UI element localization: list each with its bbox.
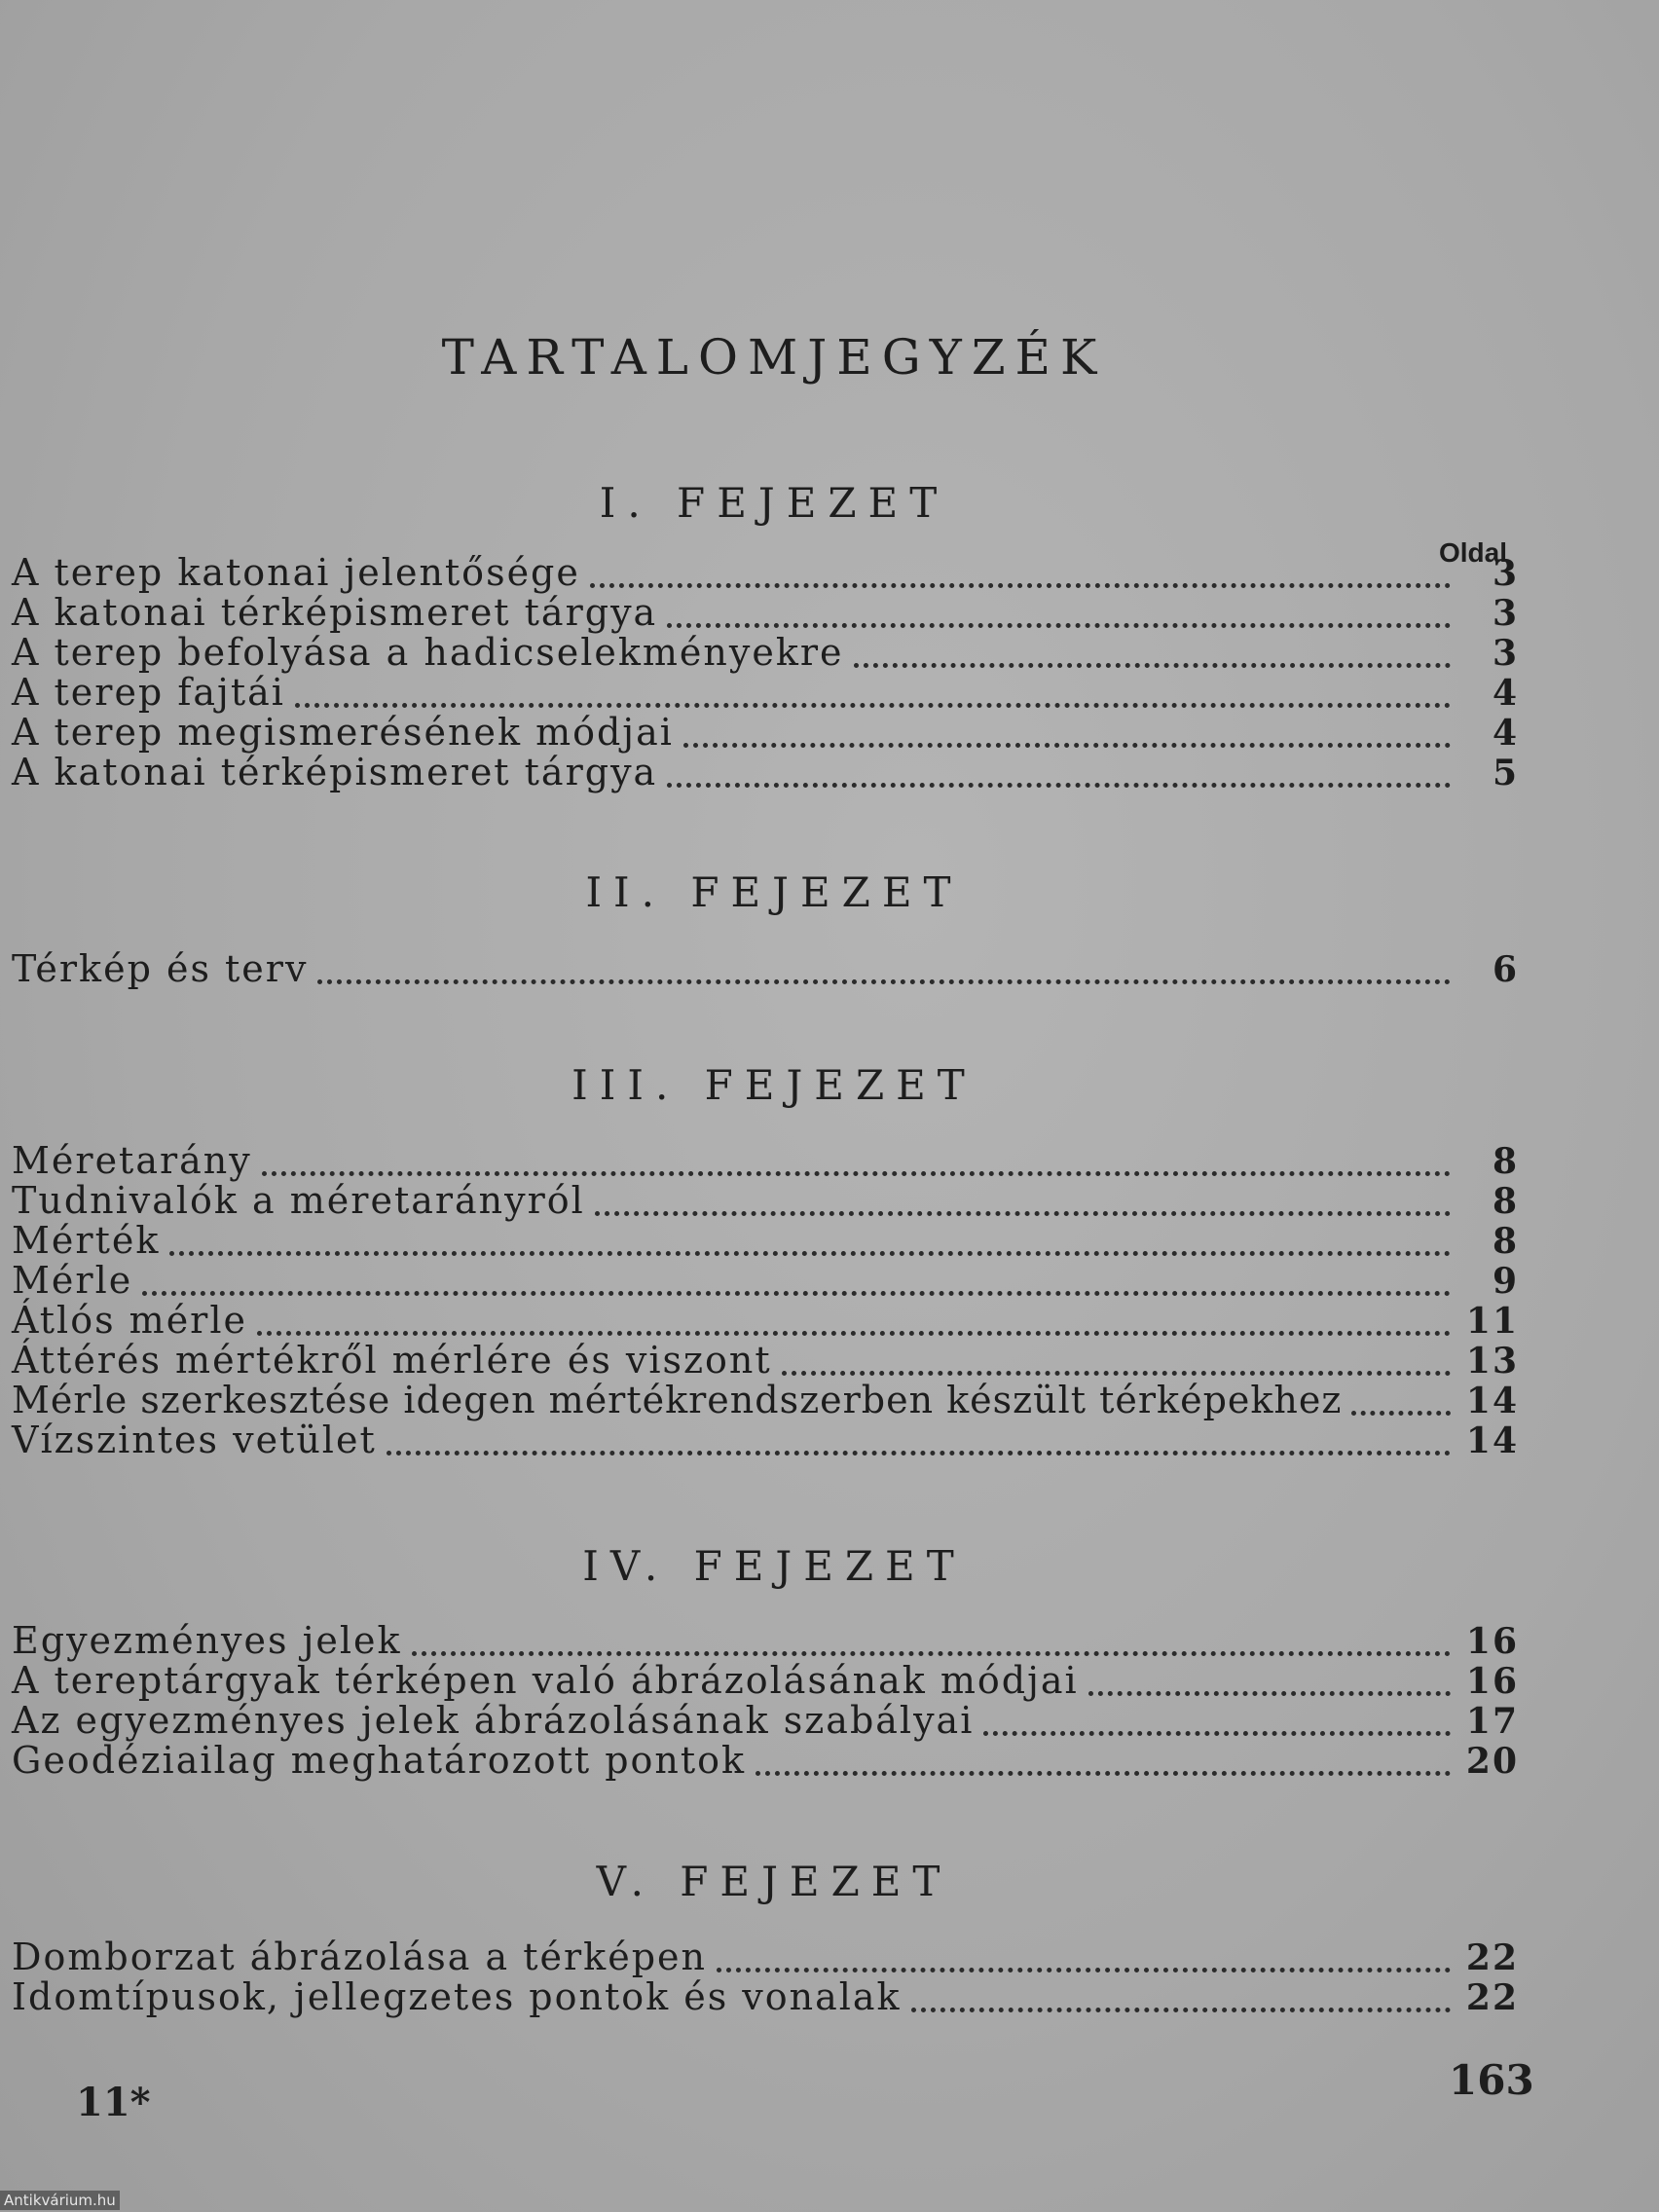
toc-entry — [12, 1977, 1519, 2018]
toc-entry — [12, 593, 1519, 634]
dot-leader — [756, 1747, 1451, 1776]
page-number: 163 — [1449, 2056, 1534, 2104]
toc-entry-page: 9 — [1492, 1261, 1519, 1302]
chapter-heading-3: III. FEJEZET — [571, 1061, 977, 1109]
chapter-heading-2: II. FEJEZET — [585, 868, 963, 916]
toc-entry — [12, 1420, 1519, 1461]
toc-entry-title: Áttérés mértékről mérlére és viszont — [12, 1339, 772, 1382]
toc-entry-page: 4 — [1492, 673, 1519, 714]
dot-leader — [317, 955, 1451, 984]
toc-entry-title: Mérle szerkesztése idegen mértékrendszerben készült térképekhez — [12, 1379, 1343, 1421]
toc-entry-title: Geodéziailag meghatározott pontok — [12, 1739, 747, 1782]
toc-entry-page: 8 — [1492, 1141, 1519, 1182]
toc-entry — [12, 1341, 1519, 1382]
dot-leader — [295, 679, 1451, 708]
page-title: TARTALOMJEGYZÉK — [441, 329, 1107, 386]
chapter-heading-4: IV. FEJEZET — [582, 1542, 966, 1590]
toc-entry — [12, 1221, 1519, 1262]
dot-leader — [1351, 1386, 1451, 1416]
toc-entry-title: A terep fajtái — [12, 671, 285, 714]
toc-entry — [12, 949, 1519, 990]
toc-entry-page: 16 — [1465, 1621, 1519, 1662]
toc-entry-page: 3 — [1492, 593, 1519, 634]
toc-entry-title: Térkép és terv — [12, 947, 309, 990]
toc-entry-page: 13 — [1465, 1341, 1519, 1382]
toc-entry-page: 3 — [1492, 633, 1519, 674]
dot-leader — [983, 1707, 1451, 1736]
toc-entry-title: Mérle — [12, 1259, 133, 1302]
dot-leader — [854, 639, 1451, 668]
dot-leader — [257, 1307, 1451, 1336]
toc-entry — [12, 633, 1519, 674]
toc-entry-page: 4 — [1492, 713, 1519, 754]
toc-entry — [12, 1141, 1519, 1182]
toc-entry — [12, 1181, 1519, 1222]
toc-entry-title: Vízszintes vetület — [12, 1419, 377, 1461]
toc-entry — [12, 753, 1519, 793]
chapter-heading-5: V. FEJEZET — [596, 1858, 952, 1905]
dot-leader — [590, 559, 1451, 588]
toc-entry-page: 5 — [1492, 753, 1519, 793]
dot-leader — [1088, 1667, 1451, 1696]
toc-entry-title: A terep befolyása a hadicselekményekre — [12, 631, 844, 674]
toc-entry-title: Egyezményes jelek — [12, 1619, 402, 1662]
toc-entry-title: A terep megismerésének módjai — [12, 711, 674, 754]
toc-entry-title: A katonai térképismeret tárgya — [12, 591, 658, 634]
page-column-label: Oldal — [1439, 537, 1508, 568]
dot-leader — [412, 1627, 1451, 1656]
toc-entry — [12, 553, 1519, 594]
signature-mark: 11* — [76, 2080, 151, 2125]
toc-entry-page: 3 — [1492, 553, 1519, 594]
toc-entry-page: 20 — [1465, 1741, 1519, 1782]
toc-entry — [12, 1261, 1519, 1302]
toc-entry-page: 17 — [1465, 1701, 1519, 1742]
chapter-heading-1: I. FEJEZET — [599, 479, 949, 527]
dot-leader — [387, 1426, 1451, 1456]
toc-entry-title: Tudnivalók a méretarányról — [12, 1179, 585, 1222]
dot-leader — [142, 1267, 1451, 1296]
toc-entry-page: 14 — [1465, 1420, 1519, 1461]
toc-entry — [12, 713, 1519, 754]
toc-entry-page: 14 — [1465, 1381, 1519, 1421]
toc-entry — [12, 1661, 1519, 1702]
toc-entry-page: 22 — [1465, 1937, 1519, 1978]
dot-leader — [683, 719, 1451, 748]
toc-entry-page: 6 — [1492, 949, 1519, 990]
dot-leader — [911, 1983, 1451, 2012]
dot-leader — [667, 599, 1451, 628]
toc-entry-title: Idomtípusok, jellegzetes pontok és vonalak — [12, 1975, 902, 2018]
toc-entry-title: Az egyezményes jelek ábrázolásának szabályai — [12, 1699, 975, 1742]
toc-entry — [12, 1621, 1519, 1662]
toc-entry — [12, 1301, 1519, 1342]
toc-entry-title: A tereptárgyak térképen való ábrázolásának módjai — [12, 1659, 1079, 1702]
toc-entry — [12, 673, 1519, 714]
dot-leader — [169, 1227, 1451, 1256]
toc-entry-title: Átlós mérle — [12, 1299, 247, 1342]
toc-entry — [12, 1381, 1519, 1421]
dot-leader — [782, 1346, 1451, 1376]
toc-entry — [12, 1741, 1519, 1782]
toc-entry-title: A terep katonai jelentősége — [12, 551, 580, 594]
toc-entry-title: Mérték — [12, 1219, 161, 1262]
toc-entry-title: A katonai térképismeret tárgya — [12, 751, 658, 793]
toc-entry-page: 8 — [1492, 1181, 1519, 1222]
dot-leader — [717, 1943, 1451, 1972]
toc-entry-page: 16 — [1465, 1661, 1519, 1702]
toc-entry-title: Méretarány — [12, 1139, 252, 1182]
watermark: Antikvárium.hu — [0, 2191, 120, 2210]
dot-leader — [262, 1147, 1451, 1176]
toc-entry-page: 11 — [1465, 1301, 1519, 1342]
toc-entry — [12, 1701, 1519, 1742]
toc-entry-page: 22 — [1465, 1977, 1519, 2018]
dot-leader — [667, 758, 1451, 788]
toc-entry-page: 8 — [1492, 1221, 1519, 1262]
toc-entry — [12, 1937, 1519, 1978]
dot-leader — [595, 1187, 1451, 1216]
toc-entry-title: Domborzat ábrázolása a térképen — [12, 1936, 707, 1978]
